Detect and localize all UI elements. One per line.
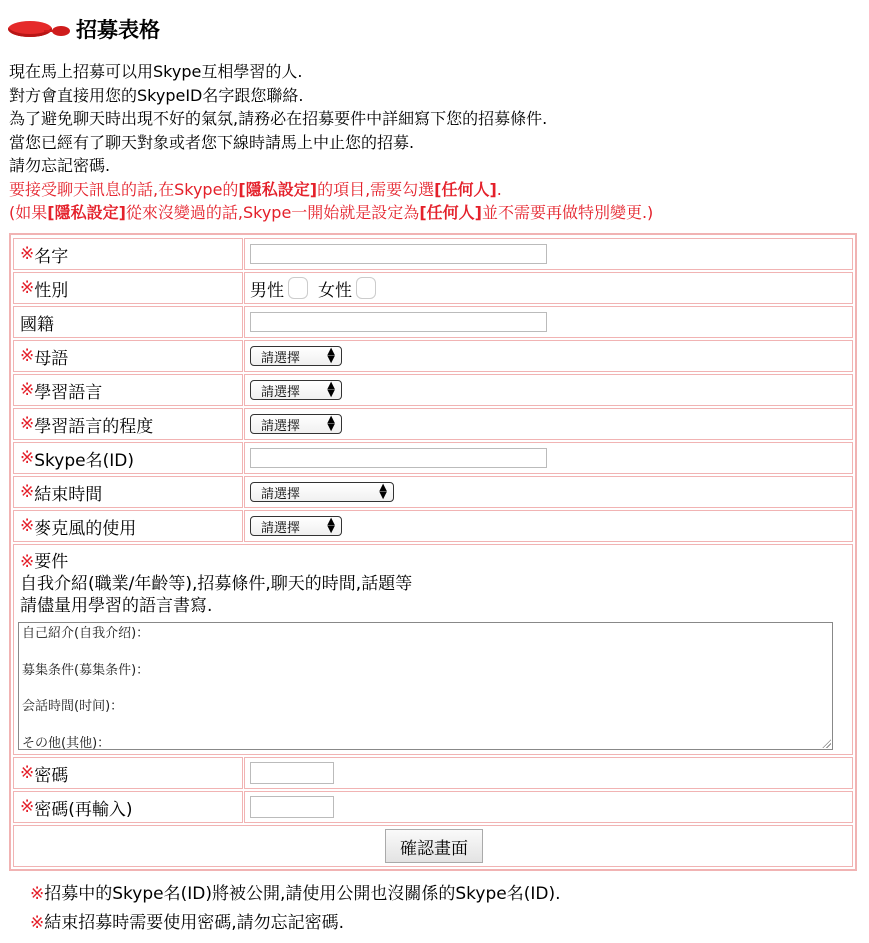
- requirements-textarea[interactable]: [18, 622, 833, 750]
- required-mark: ※: [20, 278, 35, 298]
- form-row-name: [11, 237, 855, 271]
- requirements-desc: 請儘量用學習的語言書寫.: [20, 596, 213, 616]
- intro-line: 對方會直接用您的SkypeID名字跟您聯絡.: [9, 85, 304, 105]
- requirements-label: 要件: [34, 552, 69, 572]
- form-row-password: [11, 756, 855, 790]
- name-input[interactable]: [250, 244, 547, 264]
- password-confirm-label: 密碼(再輸入): [34, 799, 133, 820]
- select-arrows-icon: ▲ ▼: [327, 414, 335, 433]
- note-item: ※招募中的Skype名(ID)將被公開,請使用公開也沒關係的Skype名(ID).: [30, 884, 561, 904]
- resize-grip-icon[interactable]: [822, 739, 831, 748]
- required-mark: ※: [20, 797, 35, 817]
- select-arrows-icon: ▲ ▼: [327, 346, 335, 365]
- required-mark: ※: [20, 516, 35, 536]
- microphone-select[interactable]: 請選擇 ▲ ▼: [250, 516, 342, 536]
- header: [8, 14, 160, 44]
- page-title: 招募表格: [76, 18, 160, 42]
- textarea-line: 自己紹介(自我介绍)：: [22, 626, 150, 641]
- textarea-line: 募集条件(募集条件)：: [22, 662, 150, 678]
- select-arrows-icon: ▲ ▼: [327, 516, 335, 535]
- intro-line: 為了避免聊天時出現不好的氣氛,請務必在招募要件中詳細寫下您的招募條件.: [9, 109, 548, 128]
- end-time-label: 結束時間: [34, 484, 103, 505]
- note-item: ※結束招募時需要使用密碼,請勿忘記密碼.: [30, 913, 345, 933]
- nationality-label: 國籍: [20, 314, 54, 335]
- gender-label: 性別: [34, 280, 69, 301]
- password-confirm-input[interactable]: [250, 796, 334, 818]
- notes: [30, 880, 560, 938]
- required-mark: ※: [20, 482, 35, 502]
- required-mark: ※: [20, 244, 35, 264]
- form-row-gender: [11, 271, 855, 305]
- native-language-label: 母語: [34, 348, 69, 369]
- required-mark: ※: [20, 414, 35, 434]
- form-row-password-confirm: [11, 790, 855, 824]
- end-time-select[interactable]: 請選擇 ▲ ▼: [250, 482, 394, 502]
- form-row-native-language: [11, 339, 855, 373]
- required-mark: ※: [20, 448, 35, 468]
- form-row-nationality: [11, 305, 855, 339]
- microphone-label: 麥克風的使用: [34, 518, 137, 539]
- female-radio[interactable]: [356, 277, 376, 299]
- form-row-level: [11, 407, 855, 441]
- intro-line: 現在馬上招募可以用Skype互相學習的人.: [9, 62, 303, 81]
- intro-line: 當您已經有了聊天對象或者您下線時請馬上中止您的招募.: [9, 132, 415, 152]
- required-mark: ※: [20, 763, 35, 783]
- level-label: 學習語言的程度: [34, 416, 154, 437]
- male-label: 男性: [250, 280, 284, 301]
- learning-language-select[interactable]: 請選擇 ▲ ▼: [250, 380, 342, 400]
- nationality-input[interactable]: [250, 312, 547, 332]
- textarea-line: 会話時間(时间)：: [22, 699, 124, 715]
- male-radio[interactable]: [288, 277, 308, 299]
- password-input[interactable]: [250, 762, 334, 784]
- confirm-button[interactable]: 確認畫面: [385, 829, 483, 863]
- form-row-learning-language: [11, 373, 855, 407]
- required-mark: ※: [20, 380, 35, 400]
- form-row-skype: [11, 441, 855, 475]
- password-label: 密碼: [34, 765, 69, 786]
- intro-line: 請勿忘記密碼.: [9, 156, 111, 175]
- form-row-end-time: [11, 475, 855, 509]
- form-row-microphone: [11, 509, 855, 543]
- required-mark: ※: [20, 346, 35, 366]
- native-language-select[interactable]: 請選擇 ▲ ▼: [250, 346, 342, 366]
- logo-icon: [8, 17, 72, 41]
- privacy-note-2: (如果[隱私設定]從來沒變過的話,Skype一開始就是設定為[任何人]並不需要再做特別變更.): [9, 203, 654, 222]
- textarea-line: その他(其他)：: [22, 735, 111, 751]
- required-mark: ※: [20, 552, 35, 572]
- learning-language-label: 學習語言: [34, 382, 103, 403]
- level-select[interactable]: 請選擇 ▲ ▼: [250, 414, 342, 434]
- requirements-desc: 自我介紹(職業/年齡等),招募條件,聊天的時間,話題等: [20, 574, 413, 594]
- intro-text: [9, 60, 653, 225]
- female-label: 女性: [318, 280, 352, 301]
- name-label: 名字: [34, 246, 69, 267]
- privacy-note-1: 要接受聊天訊息的話,在Skype的[隱私設定]的項目,需要勾選[任何人].: [9, 179, 502, 199]
- select-arrows-icon: ▲ ▼: [379, 482, 387, 501]
- skype-input[interactable]: [250, 448, 547, 468]
- select-arrows-icon: ▲ ▼: [327, 380, 335, 399]
- recruit-form: [9, 233, 857, 871]
- skype-label: Skype名(ID): [34, 450, 134, 471]
